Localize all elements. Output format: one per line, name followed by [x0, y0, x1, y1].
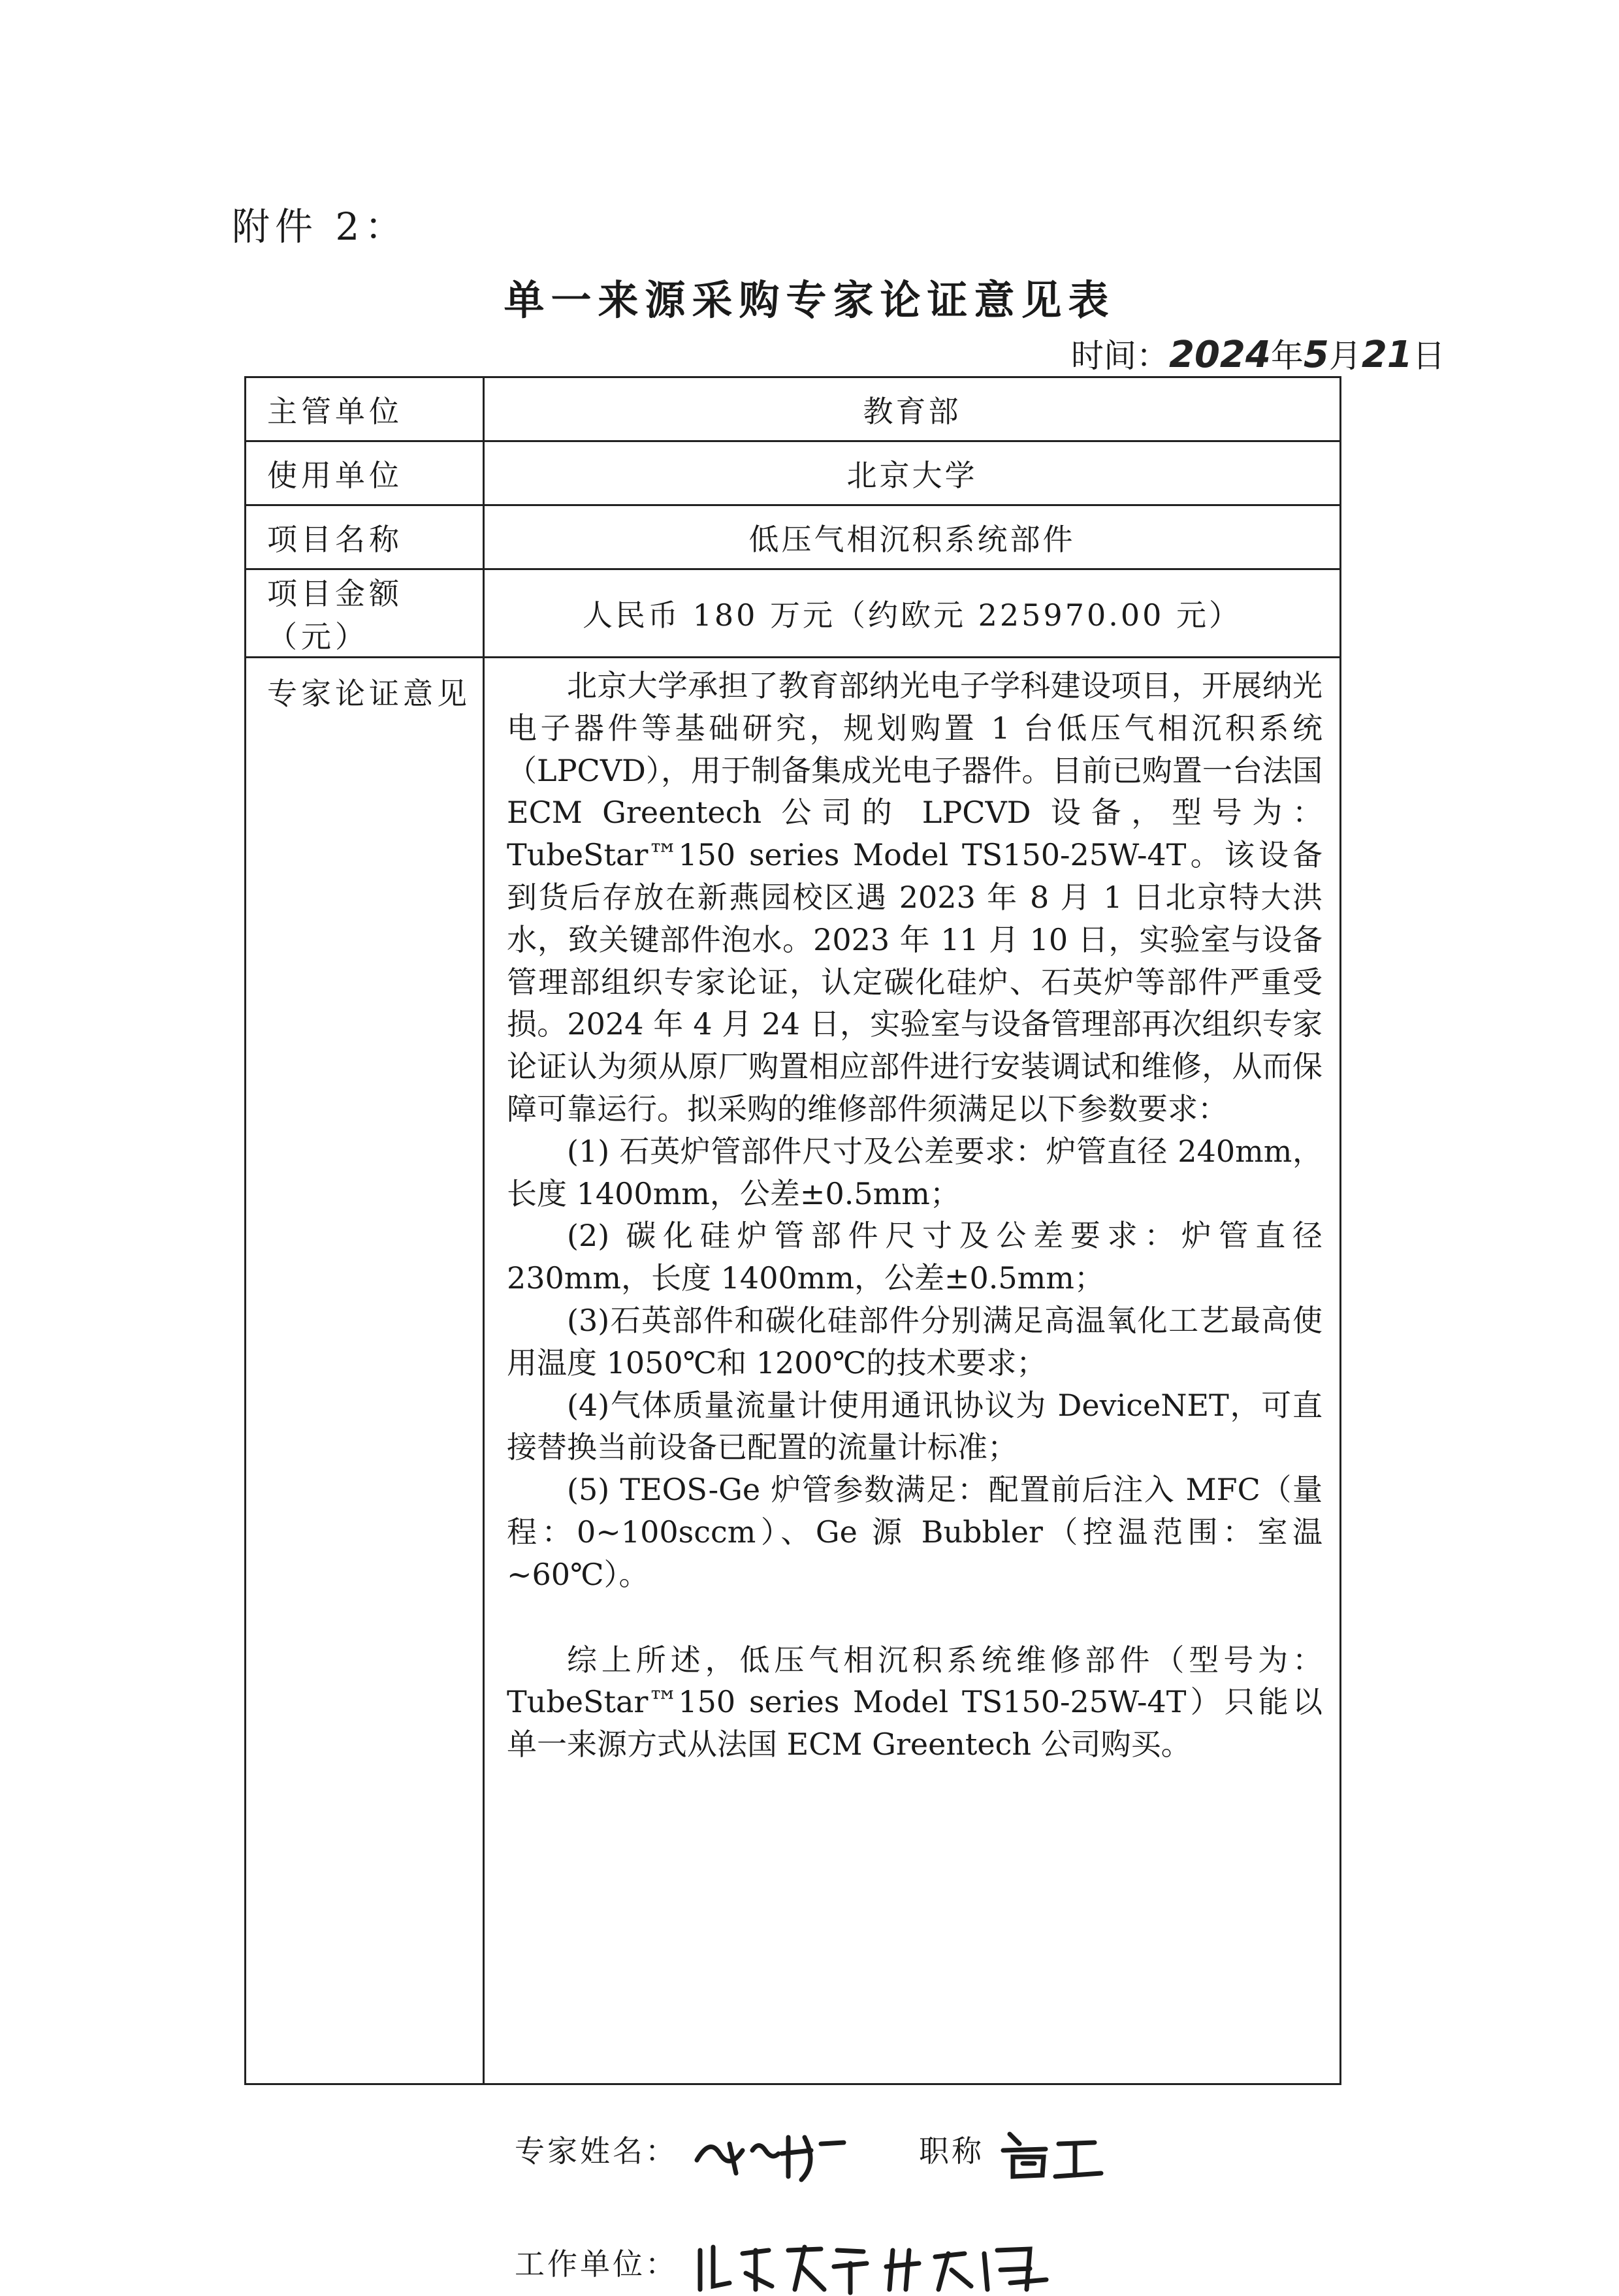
row-label: 使用单位	[246, 441, 484, 505]
requirement-item: (2) 碳化硅炉管部件尺寸及公差要求：炉管直径 230mm，长度 1400mm，公差±0.5mm；	[507, 1218, 1322, 1296]
expert-title-line	[919, 2124, 1108, 2183]
requirement-item: (5) TEOS-Ge 炉管参数满足：配置前后注入 MFC（量程：0~100sccm）、Ge 源 Bubbler（控温范围：室温~60℃）。	[507, 1472, 1322, 1592]
row-value: 教育部	[484, 377, 1341, 441]
requirement-item: (4)气体质量流量计使用通讯协议为 DeviceNET，可直接替换当前设备已配置的流量计标准；	[507, 1387, 1322, 1465]
expert-signature	[690, 2124, 854, 2183]
row-label: 项目金额（元）	[246, 569, 484, 658]
work-unit-signature	[690, 2237, 1056, 2296]
date-year-handwritten: 2024	[1169, 334, 1271, 376]
date-day-handwritten: 21	[1361, 334, 1413, 376]
work-unit-line	[515, 2237, 1056, 2296]
row-label: 主管单位	[246, 377, 484, 441]
date-label: 时间：	[1071, 337, 1169, 375]
row-label: 项目名称	[246, 505, 484, 569]
date-year-unit: 年	[1270, 337, 1304, 375]
conclusion-paragraph: 综上所述，低压气相沉积系统维修部件（型号为：TubeStar™150 series Model TS150-25W-4T）只能以单一来源方式从法国 ECM Greentech 公司购买。	[507, 1642, 1322, 1762]
table-row	[246, 441, 1341, 505]
opinion-label: 专家论证意见	[246, 658, 484, 2084]
expert-title-label: 职称	[919, 2133, 984, 2169]
requirement-item: (1) 石英炉管部件尺寸及公差要求：炉管直径 240mm，长度 1400mm，公差±0.5mm；	[507, 1133, 1322, 1211]
opinion-form-table	[244, 376, 1341, 2282]
row-value: 北京大学	[484, 441, 1341, 505]
date-day-unit: 日	[1412, 337, 1445, 375]
date-month-unit: 月	[1328, 337, 1362, 375]
page-title: 单一来源采购专家论证意见表	[504, 276, 1115, 324]
expert-name-line	[515, 2124, 854, 2183]
table-row	[246, 505, 1341, 569]
date-line	[1071, 330, 1445, 377]
opinion-cell	[484, 658, 1341, 2282]
row-value: 低压气相沉积系统部件	[484, 505, 1341, 569]
table-row	[246, 377, 1341, 441]
opinion-row	[246, 658, 1341, 2084]
work-unit-label: 工作单位：	[515, 2246, 678, 2282]
opinion-paragraph: 北京大学承担了教育部纳光电子学科建设项目，开展纳光电子器件等基础研究，规划购置 1 台低压气相沉积系统（LPCVD），用于制备集成光电子器件。目前已购置一台法国 ECM Greentech 公司的 LPCVD 设备，型号为：TubeStar™150 series Model TS150-25W-4T。该设备到货后存放在新燕园校区遇 2023 年 8 月 1 日北京特大洪水，致关键部件泡水。2023 年 11 月 10 日，实验室与设备管理部组织专家论证，认定碳化硅炉、石英炉等部件严重受损。2024 年 4 月 24 日，实验室与设备管理部再次组织专家论证认为须从原厂购置相应部件进行安装调试和维修，从而保障可靠运行。拟采购的维修部件须满足以下参数要求：	[507, 668, 1322, 1126]
table-row	[246, 569, 1341, 658]
requirement-item: (3)石英部件和碳化硅部件分别满足高温氧化工艺最高使用温度 1050℃和 1200℃的技术要求；	[507, 1302, 1322, 1380]
expert-title-signature	[997, 2124, 1108, 2183]
date-month-handwritten: 5	[1303, 334, 1329, 376]
row-value: 人民币 180 万元（约欧元 225970.00 元）	[484, 569, 1341, 658]
expert-name-label: 专家姓名：	[515, 2133, 678, 2169]
attachment-label: 附件 2：	[232, 204, 408, 249]
